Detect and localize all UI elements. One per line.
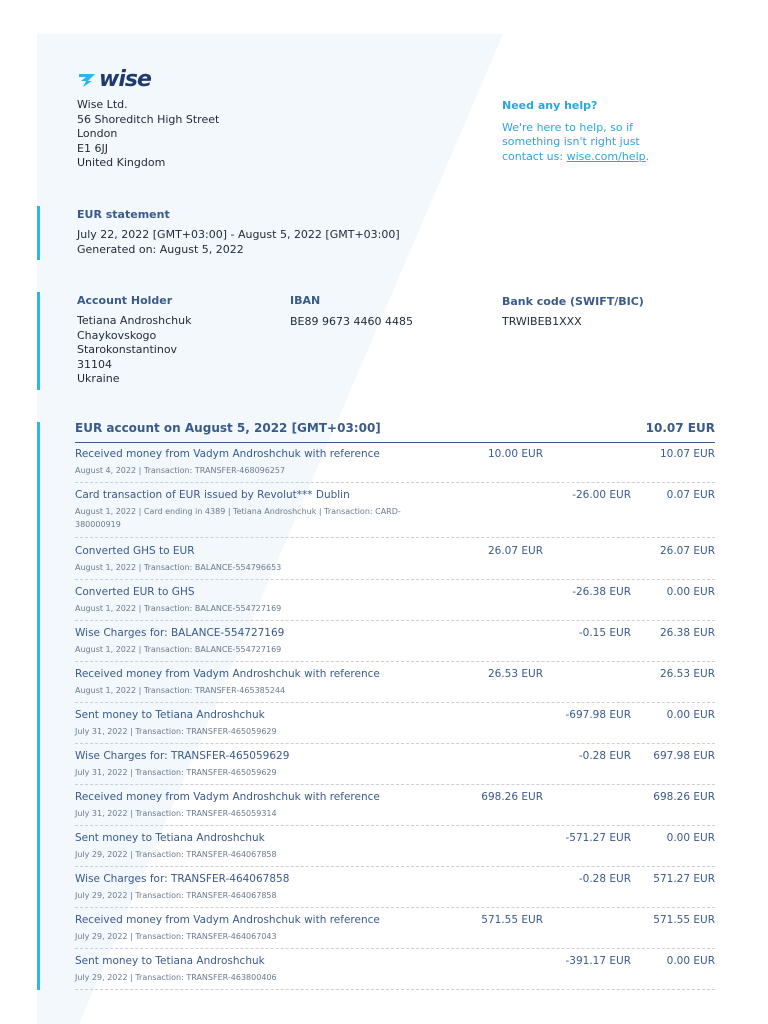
transaction-row <box>75 586 715 621</box>
transaction-meta: August 4, 2022 | Transaction: TRANSFER-468096257 <box>75 466 286 475</box>
help-title: Need any help? <box>502 99 598 112</box>
transaction-row <box>75 709 715 744</box>
transactions-accent-bar <box>37 422 40 990</box>
holder-accent-bar <box>37 292 40 390</box>
transaction-outgoing: -26.38 EUR <box>572 586 631 598</box>
help-box <box>502 99 672 164</box>
statement-generated: Generated on: August 5, 2022 <box>77 242 244 256</box>
transaction-meta: July 31, 2022 | Transaction: TRANSFER-465059629 <box>75 768 277 777</box>
transaction-row <box>75 668 715 703</box>
sender-line: London <box>77 127 118 140</box>
transaction-incoming: 571.55 EUR <box>481 914 543 926</box>
transaction-balance: 0.00 EUR <box>666 709 715 721</box>
help-link[interactable]: wise.com/help <box>566 149 646 163</box>
transaction-balance: 26.07 EUR <box>659 545 715 557</box>
transaction-incoming: 10.00 EUR <box>487 448 543 460</box>
transaction-description: Received money from Vadym Androshchuk with reference <box>75 668 380 680</box>
sender-line: E1 6JJ <box>77 141 108 155</box>
bank-code-title: Bank code (SWIFT/BIC) <box>502 295 644 308</box>
transaction-meta: July 29, 2022 | Transaction: TRANSFER-464067858 <box>75 850 277 859</box>
sender-line: 56 Shoreditch High Street <box>77 112 220 126</box>
iban-title: IBAN <box>290 294 321 307</box>
transaction-balance: 0.07 EUR <box>666 489 715 501</box>
sender-line: Wise Ltd. <box>77 98 128 111</box>
transaction-balance: 0.00 EUR <box>666 832 715 844</box>
transaction-row <box>75 448 715 483</box>
holder-line: Tetiana Androshchuk <box>77 314 192 327</box>
transaction-balance: 10.07 EUR <box>659 448 715 460</box>
transaction-meta: July 29, 2022 | Transaction: TRANSFER-464067043 <box>75 932 277 941</box>
transaction-list <box>75 448 715 990</box>
transaction-row <box>75 791 715 826</box>
transaction-meta: July 29, 2022 | Transaction: TRANSFER-463800406 <box>75 973 277 982</box>
transaction-balance: 0.00 EUR <box>666 586 715 598</box>
transaction-description: Wise Charges for: TRANSFER-464067858 <box>75 873 290 885</box>
transaction-outgoing: -0.28 EUR <box>578 750 631 762</box>
transaction-description: Wise Charges for: TRANSFER-465059629 <box>75 750 290 762</box>
transaction-incoming: 698.26 EUR <box>481 791 543 803</box>
holder-line: Ukraine <box>77 372 120 385</box>
help-text <box>502 121 672 165</box>
transaction-description: Card transaction of EUR issued by Revolut*** Dublin <box>75 489 350 501</box>
transaction-row <box>75 750 715 785</box>
transaction-meta: August 1, 2022 | Transaction: BALANCE-554727169 <box>75 645 282 654</box>
transaction-meta: July 29, 2022 | Transaction: TRANSFER-464067858 <box>75 891 277 900</box>
account-balance: 10.07 EUR <box>645 421 715 435</box>
statement-accent-bar <box>37 206 40 260</box>
transaction-balance: 698.26 EUR <box>653 791 715 803</box>
iban-value: BE89 9673 4460 4485 <box>290 315 413 328</box>
transaction-meta: July 31, 2022 | Transaction: TRANSFER-465059314 <box>75 809 277 818</box>
statement-period: July 22, 2022 [GMT+03:00] - August 5, 2022 [GMT+03:00] <box>77 228 400 241</box>
transaction-description: Converted GHS to EUR <box>75 545 195 557</box>
account-title: EUR account on August 5, 2022 [GMT+03:00] <box>75 421 381 435</box>
transaction-incoming: 26.53 EUR <box>487 668 543 680</box>
transaction-outgoing: -26.00 EUR <box>572 489 631 501</box>
transaction-row <box>75 914 715 949</box>
sender-line: United Kingdom <box>77 156 166 169</box>
account-holder-title: Account Holder <box>77 294 173 307</box>
transaction-row <box>75 489 715 538</box>
transaction-outgoing: -697.98 EUR <box>565 709 631 721</box>
transaction-description: Received money from Vadym Androshchuk with reference <box>75 914 380 926</box>
transaction-balance: 26.53 EUR <box>659 668 715 680</box>
transaction-meta: August 1, 2022 | Transaction: BALANCE-554796653 <box>75 563 282 572</box>
transaction-description: Sent money to Tetiana Androshchuk <box>75 955 265 967</box>
transaction-description: Wise Charges for: BALANCE-554727169 <box>75 627 285 639</box>
transaction-balance: 26.38 EUR <box>659 627 715 639</box>
transaction-meta: August 1, 2022 | Transaction: BALANCE-554727169 <box>75 604 282 613</box>
holder-line: 31104 <box>77 357 112 371</box>
transaction-meta: August 1, 2022 | Card ending in 4389 | Tetiana Androshchuk | Transaction: CARD-380000919 <box>75 507 401 529</box>
holder-line: Starokonstantinov <box>77 343 178 356</box>
transaction-description: Received money from Vadym Androshchuk with reference <box>75 448 380 460</box>
transaction-outgoing: -571.27 EUR <box>565 832 631 844</box>
transaction-incoming: 26.07 EUR <box>487 545 543 557</box>
transaction-outgoing: -0.15 EUR <box>578 627 631 639</box>
transaction-row <box>75 832 715 867</box>
transaction-outgoing: -0.28 EUR <box>578 873 631 885</box>
transaction-balance: 571.27 EUR <box>653 873 715 885</box>
account-header <box>75 421 715 435</box>
transaction-row <box>75 545 715 580</box>
sender-address <box>77 98 219 171</box>
account-holder-details <box>77 314 192 387</box>
transaction-row <box>75 873 715 908</box>
holder-line: Chaykovskogo <box>77 328 157 342</box>
help-body: We're here to help, so if something isn't right just contact us: <box>502 120 640 163</box>
transaction-description: Sent money to Tetiana Androshchuk <box>75 709 265 721</box>
wise-logo <box>77 67 151 92</box>
statement-title: EUR statement <box>77 208 170 221</box>
help-period: . <box>645 149 650 163</box>
wise-flag-icon <box>77 72 97 88</box>
transaction-row <box>75 955 715 990</box>
account-header-rule <box>75 442 715 443</box>
transaction-outgoing: -391.17 EUR <box>565 955 631 967</box>
transaction-description: Sent money to Tetiana Androshchuk <box>75 832 265 844</box>
statement-period-block <box>77 228 400 257</box>
bank-code-value: TRWIBEB1XXX <box>502 315 582 328</box>
transaction-description: Converted EUR to GHS <box>75 586 195 598</box>
transaction-balance: 0.00 EUR <box>666 955 715 967</box>
transaction-meta: August 1, 2022 | Transaction: TRANSFER-465385244 <box>75 686 286 695</box>
transaction-balance: 571.55 EUR <box>653 914 715 926</box>
transaction-balance: 697.98 EUR <box>653 750 715 762</box>
transaction-row <box>75 627 715 662</box>
transaction-description: Received money from Vadym Androshchuk with reference <box>75 791 380 803</box>
transaction-meta: July 31, 2022 | Transaction: TRANSFER-465059629 <box>75 727 277 736</box>
wise-logo-text: wise <box>99 67 151 92</box>
